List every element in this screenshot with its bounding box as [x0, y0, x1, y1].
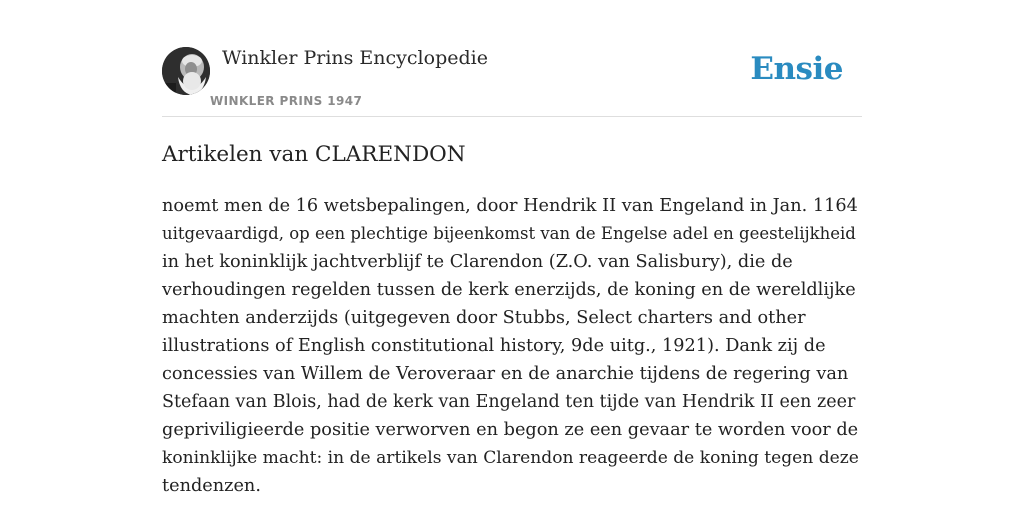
article-title: Artikelen van CLARENDON — [162, 142, 466, 167]
article-body-line: concessies van Willem de Veroveraar en de anarchie tijdens de regering van — [162, 364, 849, 384]
article-body-line: tendenzen. — [162, 476, 261, 496]
portrait-avatar-icon[interactable] — [162, 47, 210, 95]
article-body-line: Stefaan van Blois, had de kerk van Engeland ten tijde van Hendrik II een zeer — [162, 392, 856, 412]
site-header — [162, 0, 862, 117]
article-body — [162, 192, 862, 500]
article-body-line: verhoudingen regelden tussen de kerk enerzijds, de koning en de wereldlijke — [162, 280, 856, 300]
article-body-line: gepriviligieerde positie verworven en begon ze een gevaar te worden voor de — [162, 420, 859, 440]
article-body-line: noemt men de 16 wetsbepalingen, door Hendrik II van Engeland in Jan. 1164 — [162, 196, 858, 216]
article-body-line: uitgevaardigd, op een plechtige bijeenkomst van de Engelse adel en geestelijkheid — [162, 224, 856, 243]
article-body-line: in het koninklijk jachtverblijf te Clarendon (Z.O. van Salisbury), die de — [162, 252, 793, 272]
article-body-line: illustrations of English constitutional history, 9de uitg., 1921). Dank zij de — [162, 336, 826, 356]
page — [162, 0, 862, 512]
brand-logo[interactable]: Ensie — [750, 51, 843, 87]
site-title[interactable]: Winkler Prins Encyclopedie — [222, 47, 488, 69]
edition-label[interactable]: WINKLER PRINS 1947 — [210, 94, 363, 108]
article-body-line: koninklijke macht: in de artikels van Clarendon reageerde de koning tegen deze — [162, 448, 859, 468]
article-body-line: machten anderzijds (uitgegeven door Stubbs, Select charters and other — [162, 308, 806, 328]
